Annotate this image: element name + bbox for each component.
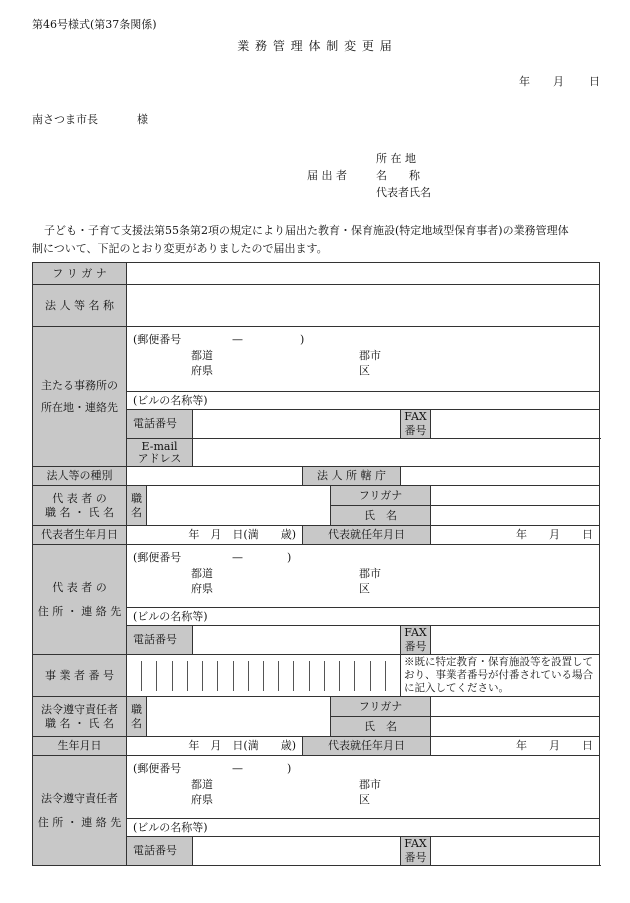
rep-furigana-label: フリガナ <box>331 486 431 506</box>
rep-label-line1: 代 表 者 の <box>52 491 107 505</box>
rep-label-line2: 職 名 ・ 氏 名 <box>45 505 114 519</box>
comp-furigana-field[interactable] <box>431 697 600 717</box>
rep-start-label: 代表就任年月日 <box>303 526 431 545</box>
rep-ku-label: 区 <box>359 582 370 595</box>
rep-furigana-field[interactable] <box>431 486 600 506</box>
submitter-label: 届 出 者 <box>307 169 347 182</box>
fax-field[interactable] <box>431 410 600 439</box>
comp-birth-field[interactable]: 年 月 日(満 歳) <box>127 737 303 756</box>
corp-office-field[interactable] <box>401 467 600 486</box>
comp-fuken-label: 府県 <box>191 793 213 806</box>
comp-address-line2: 住 所 ・ 連 絡 先 <box>37 815 122 829</box>
comp-tel-field[interactable] <box>193 837 401 866</box>
rep-birth-field[interactable]: 年 月 日(満 歳) <box>127 526 303 545</box>
rep-fax-field[interactable] <box>431 626 600 655</box>
biz-no-box[interactable] <box>340 661 355 691</box>
corp-name-field[interactable] <box>127 285 600 327</box>
biz-no-box[interactable] <box>279 661 294 691</box>
rep-fax-label: FAX番号 <box>401 626 431 655</box>
biz-no-box[interactable] <box>294 661 309 691</box>
rep-postal-close: ) <box>287 551 292 564</box>
comp-fax-label: FAX番号 <box>401 837 431 866</box>
biz-no-box[interactable] <box>386 661 400 691</box>
comp-address-line1: 法令遵守責任者 <box>41 791 118 805</box>
biz-no-box[interactable] <box>157 661 172 691</box>
rep-address-label <box>33 545 127 655</box>
mei-char: 名 <box>131 505 142 519</box>
submitter-rep-label: 代表者氏名 <box>376 186 431 199</box>
email-label-line2: アドレス <box>137 451 182 465</box>
date-day: 日 <box>589 75 600 88</box>
date-month: 月 <box>553 75 564 88</box>
rep-gunshi-label: 郡市 <box>359 567 381 580</box>
comp-ku-label: 区 <box>359 793 370 806</box>
rep-tel-field[interactable] <box>193 626 401 655</box>
rep-building-label: (ビルの名称等) <box>133 609 208 623</box>
rep-birth-label: 代表者生年月日 <box>33 526 127 545</box>
gunshi-label: 郡市 <box>359 349 381 362</box>
comp-shoku-char: 職 <box>131 702 142 716</box>
comp-postal-label: (郵便番号 <box>133 762 182 775</box>
corp-type-field[interactable] <box>127 467 303 486</box>
biz-no-box[interactable] <box>127 661 142 691</box>
comp-label <box>33 697 127 737</box>
date-year: 年 <box>519 75 530 88</box>
office-label <box>33 327 127 467</box>
biz-no-box[interactable] <box>310 661 325 691</box>
rep-title-field[interactable] <box>147 486 331 526</box>
building-label: (ビルの名称等) <box>133 393 208 407</box>
office-building-field[interactable] <box>127 392 600 410</box>
form-number: 第46号様式(第37条関係) <box>32 18 157 31</box>
comp-furigana-label: フリガナ <box>331 697 431 717</box>
comp-name-field[interactable] <box>431 717 600 737</box>
email-label <box>127 439 193 467</box>
biz-no-box[interactable] <box>264 661 279 691</box>
office-label-line1: 主たる事務所の <box>41 378 118 392</box>
biz-no-label: 事 業 者 番 号 <box>33 655 127 697</box>
corp-office-label: 法 人 所 轄 庁 <box>303 467 401 486</box>
email-field[interactable] <box>193 439 600 467</box>
rep-address-field[interactable] <box>127 545 600 608</box>
comp-shoku-label <box>127 697 147 737</box>
furigana-label: フ リ ガ ナ <box>33 263 127 285</box>
fax-label: FAX番号 <box>401 410 431 439</box>
page-title: 業 務 管 理 体 制 変 更 届 <box>237 39 393 53</box>
comp-title-field[interactable] <box>147 697 331 737</box>
rep-postal-dash: — <box>232 551 243 564</box>
comp-start-label: 代表就任年月日 <box>303 737 431 756</box>
comp-building-field[interactable] <box>127 819 600 837</box>
biz-no-box[interactable] <box>203 661 218 691</box>
comp-label-line1: 法令遵守責任者 <box>41 702 118 716</box>
biz-no-note: ※既に特定教育・保育施設等を設置しており、事業者番号が付番されている場合に記入してください。 <box>401 655 600 697</box>
ku-label: 区 <box>359 364 370 377</box>
rep-label <box>33 486 127 526</box>
rep-shoku-label <box>127 486 147 526</box>
comp-postal-close: ) <box>287 762 292 775</box>
comp-todo-label: 都道 <box>191 778 213 791</box>
addressee: 南さつま市長 <box>32 113 98 126</box>
submitter-address-label: 所 在 地 <box>376 152 416 165</box>
biz-no-box[interactable] <box>173 661 188 691</box>
rep-postal-label: (郵便番号 <box>133 551 182 564</box>
comp-address-field[interactable] <box>127 756 600 819</box>
todo-label: 都道 <box>191 349 213 362</box>
biz-no-box[interactable] <box>234 661 249 691</box>
biz-no-box[interactable] <box>218 661 233 691</box>
postal-dash: — <box>232 333 243 346</box>
biz-no-field[interactable] <box>127 655 401 697</box>
office-address-field[interactable] <box>127 327 600 392</box>
comp-fax-field[interactable] <box>431 837 600 866</box>
rep-address-line2: 住 所 ・ 連 絡 先 <box>37 604 122 618</box>
comp-label-line2: 職 名 ・ 氏 名 <box>45 716 114 730</box>
biz-no-box[interactable] <box>371 661 386 691</box>
comp-building-label: (ビルの名称等) <box>133 820 208 834</box>
intro-line1: 子ども・子育て支援法第55条第2項の規定により届出た教育・保育施設(特定地域型保育事者)の業務管理体 <box>44 224 569 237</box>
rep-todo-label: 都道 <box>191 567 213 580</box>
tel-field[interactable] <box>193 410 401 439</box>
rep-name-label: 氏 名 <box>331 506 431 526</box>
biz-no-box[interactable] <box>249 661 264 691</box>
biz-no-box[interactable] <box>355 661 370 691</box>
comp-gunshi-label: 郡市 <box>359 778 381 791</box>
comp-mei-char: 名 <box>131 716 142 730</box>
rep-fuken-label: 府県 <box>191 582 213 595</box>
corp-type-label: 法人等の種別 <box>33 467 127 486</box>
furigana-field[interactable] <box>127 263 600 285</box>
biz-no-box[interactable] <box>325 661 340 691</box>
rep-address-line1: 代 表 者 の <box>52 580 107 594</box>
form-table <box>32 262 600 866</box>
comp-start-field[interactable]: 年 月 日 <box>431 737 600 756</box>
rep-building-field[interactable] <box>127 608 600 626</box>
tel-label: 電話番号 <box>127 410 193 439</box>
submitter-name-label: 名 称 <box>376 169 420 182</box>
rep-tel-label: 電話番号 <box>127 626 193 655</box>
shoku-char: 職 <box>131 491 142 505</box>
comp-tel-label: 電話番号 <box>127 837 193 866</box>
postal-close: ) <box>300 333 305 346</box>
corp-name-label: 法 人 等 名 称 <box>33 285 127 327</box>
intro-line2: 制について、下記のとおり変更がありましたので届出ます。 <box>32 242 328 255</box>
comp-name-label: 氏 名 <box>331 717 431 737</box>
biz-no-box[interactable] <box>142 661 157 691</box>
email-label-line1: E-mail <box>141 439 178 453</box>
fuken-label: 府県 <box>191 364 213 377</box>
addressee-suffix: 様 <box>137 113 148 126</box>
postal-label: (郵便番号 <box>133 333 182 346</box>
rep-name-field[interactable] <box>431 506 600 526</box>
office-label-line2: 所在地・連絡先 <box>41 400 118 414</box>
biz-no-box[interactable] <box>188 661 203 691</box>
rep-start-field[interactable]: 年 月 日 <box>431 526 600 545</box>
comp-address-label <box>33 756 127 866</box>
comp-postal-dash: — <box>232 762 243 775</box>
comp-birth-label: 生年月日 <box>33 737 127 756</box>
